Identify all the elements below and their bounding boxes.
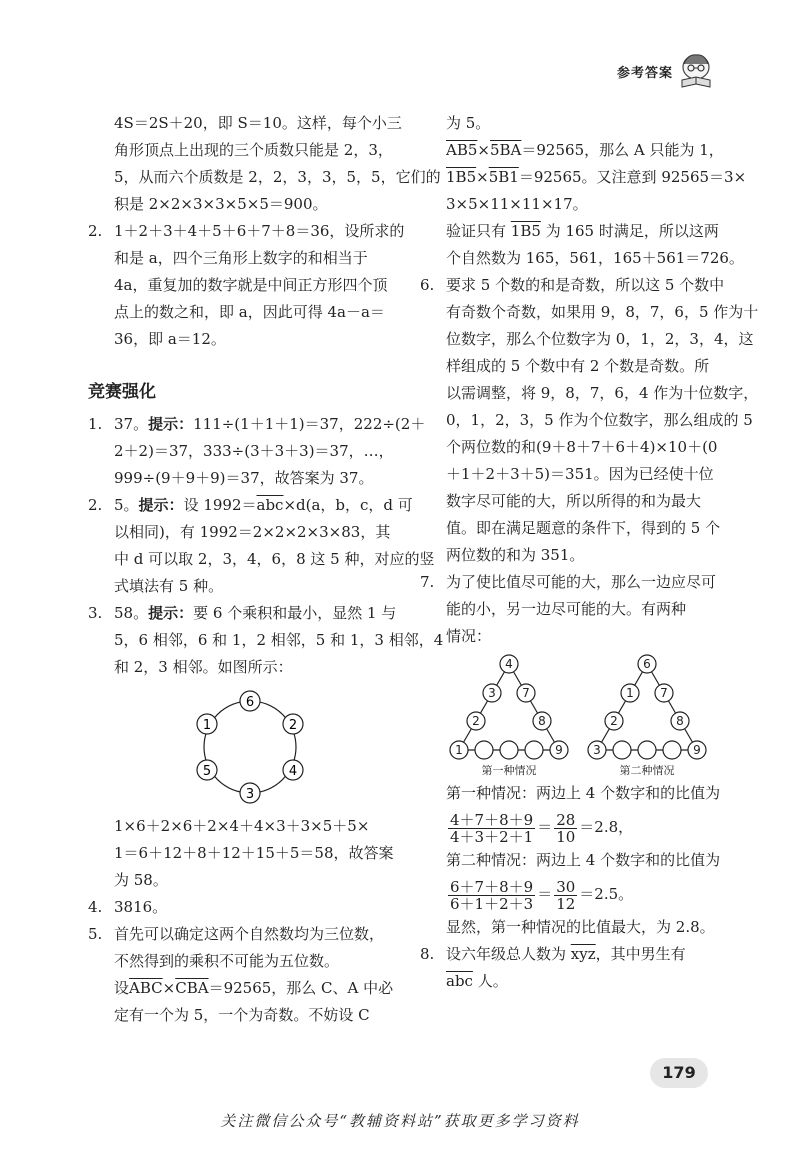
text-line: 4a，重复加的数字就是中间正方形四个顶 [114,276,388,294]
overline-number: 5B1 [488,168,519,186]
svg-text:1: 1 [202,718,212,733]
text-line: ＋1＋2＋3＋5)＝351。因为已经使十位 [446,465,714,483]
text-line: 为 58。 [114,871,168,889]
item-number: 8. [420,945,435,963]
text-line: 个两位数的和(9＋8＋7＋6＋4)×10＋(0 [446,438,718,456]
hint-label: 提示： [138,496,184,514]
text-line: 能的小，另一边尽可能的大。有两种 [446,600,687,618]
overline-number: AB5 [446,141,478,159]
header-title: 参考答案 [617,66,674,81]
text-span: 验证只有 [446,222,507,240]
circle-node [240,783,260,803]
text-span: 人。 [477,972,508,990]
triangle-diagrams [420,650,720,780]
overline-number: $\overline{abc}$ [446,972,473,990]
text-span: ＝92565。又注意到 92565＝3× [518,168,747,186]
item-number: 6. [420,276,435,294]
item-number: 5. [88,925,103,943]
text-line: 第一种情况：两边上 4 个数字和的比值为 [446,784,721,802]
node-label: 8 [676,714,684,728]
overline-number: $\overline{CBA}$ [175,979,209,997]
node-label: 7 [660,686,668,700]
page-number: 179 [650,1058,708,1088]
circle-node [283,760,303,780]
svg-text:5: 5 [202,764,212,779]
text-line: 式填法有 5 种。 [114,577,224,595]
footer-note: 关注微信公众号“教辅资料站”获取更多学习资料 [220,1112,580,1130]
text-line: 3×5×11×11×17。 [446,195,588,213]
node-label: 6 [643,657,651,671]
text-line: 位数字，那么个位数字为 0，1，2，3，4，这 [446,330,754,348]
text-line: 数字尽可能的大，所以所得的和为最大 [446,492,702,510]
page-header [0,0,800,100]
text-line: 首先可以确定这两个自然数均为三位数， [114,925,385,943]
text-line: 值。即在满足题意的条件下，得到的 5 个 [446,519,721,537]
answer: 37。 [114,415,149,433]
item-number: 3. [88,604,103,622]
text-line: 个自然数为 165，561，165＋561＝726。 [446,249,744,267]
item-number: 2. [88,222,103,240]
text-line: 角形顶点上出现的三个质数只能是 2，3， [114,141,393,159]
text-span: ×d(a，b，c，d 可 [283,496,413,514]
overline-number: $\overline{ABC}$ [129,979,163,997]
text-span: 设 [114,979,130,997]
fraction: $\frac{4+7+8+9}{4+3+2+1}$ [450,810,534,846]
text-line: 样组成的 5 个数中有 2 个数是奇数。所 [446,357,710,375]
text-line: 中 d 可以取 2，3，4，6，8 这 5 种，对应的竖 [114,550,435,568]
text-line: 显然，第一种情况的比值最大，为 2.8。 [446,918,715,936]
text-span: × [476,168,489,186]
item-number: 1. [88,415,103,433]
text-span: × [477,141,490,159]
text-line: 4S＝2S＋20，即 S＝10。这样，每个小三 [114,114,402,132]
text-line: 999÷(9＋9＋9)＝37，故答案为 37。 [114,469,374,487]
text-line: 为 5。 [446,114,491,132]
node-label: 7 [522,686,530,700]
text-span: ＝92565，那么 A 只能为 1， [521,141,724,159]
overline-number: 1B5 [510,222,541,240]
node-label: 9 [693,743,701,757]
text-line: 36，即 a＝12。 [114,330,226,348]
item-number: 2. [88,496,103,514]
text-span: 为 165 时满足，所以这两 [545,222,719,240]
text-span: 设六年级总人数为 [446,945,567,963]
node-label: 2 [472,714,480,728]
circle-node [240,691,260,711]
node-label: 9 [555,743,563,757]
text-line: 和 2，3 相邻。如图所示： [114,658,293,676]
text-line: 情况： [446,627,492,645]
text-line: 5，从而六个质数是 2，2，3，3，5，5，它们的 [114,168,441,186]
overline-number: $\overline{xyz}$ [570,945,596,963]
text-line: 以相同)，有 1992＝2×2×2×3×83，其 [114,523,391,541]
answer: 5。 [114,496,139,514]
circle-diagram [88,681,398,813]
text-line: 有奇数个奇数，如果用 9，8，7，6，5 作为十 [446,303,759,321]
left-column [88,110,444,1029]
item-number: 4. [88,898,103,916]
node-label: 3 [593,743,601,757]
right-column [420,110,759,995]
text-span: ＝92565，那么 C、A 中必 [208,979,394,997]
svg-text:3: 3 [245,787,255,802]
text-line: 2＋2)＝37，333÷(3＋3＋3)＝37，…， [114,442,394,460]
text-line: 第二种情况：两边上 4 个数字和的比值为 [446,851,721,869]
text-line: 1＝6＋12＋8＋12＋15＋5＝58，故答案 [114,844,394,862]
text-line: 定有一个为 5，一个为奇数。不妨设 C [114,1006,370,1024]
circle-node [283,714,303,734]
circle-node [197,714,217,734]
text-line: 5，6 相邻，6 和 1，2 相邻，5 和 1，3 相邻，4 [114,631,444,649]
text-line: 要求 5 个数的和是奇数，所以这 5 个数中 [446,276,725,294]
diagram-caption: 第一种情况 [481,764,537,777]
text-line: 1×6＋2×6＋2×4＋4×3＋3×5＋5× [114,817,370,835]
text-line: 要 6 个乘积和最小，显然 1 与 [193,604,397,622]
answer: 58。 [114,604,149,622]
node-label: 4 [505,657,513,671]
node-label: 2 [610,714,618,728]
text-span: × [162,979,176,997]
node-label: 1 [626,686,634,700]
svg-text:2: 2 [288,718,298,733]
item-number: 7. [420,573,435,591]
text-line: 点上的数之和，即 a，因此可得 4a－a＝ [114,303,385,321]
node-label: 3 [488,686,496,700]
cartoon-reader-icon [676,50,716,90]
text-span: 设 1992＝ [183,496,257,514]
section-title: 竞赛强化 [88,382,156,402]
node-label: 8 [538,714,546,728]
text-line: 和是 a，四个三角形上数字的和相当于 [114,249,368,267]
text-line: 以需调整，将 9，8，7，6，4 作为十位数字， [446,384,759,402]
overline-number: 5BA [489,141,522,159]
fraction: $\frac{28}{10}$ [556,810,576,846]
diagram-caption: 第二种情况 [619,764,675,777]
text-span: ，其中男生有 [595,945,686,963]
answer: 3816。 [114,898,168,916]
fraction: $\frac{6+7+8+9}{6+1+2+3}$ [450,877,534,913]
svg-text:6: 6 [245,695,255,710]
text-line: 不然得到的乘积不可能为五位数。 [114,952,340,970]
overline-number: $\overline{abc}$ [256,496,284,514]
fraction-line: $\frac{6+7+8+9}{6+1+2+3}$ ＝ $\frac{30}{12}$ ＝2.5。 [450,877,634,913]
text-line: 积是 2×2×3×3×5×5＝900。 [114,195,328,213]
text-line: 111÷(1＋1＋1)＝37，222÷(2＋ [193,415,426,433]
text-line: 为了使比值尽可能的大，那么一边应尽可 [446,573,717,591]
node-label: 1 [455,743,463,757]
overline-number: 1B5 [446,168,477,186]
fraction-line: $\frac{4+7+8+9}{4+3+2+1}$ ＝ $\frac{28}{10}$ ＝2.8， [450,810,634,846]
text-line: 0，1，2，3，5 作为个位数字，那么组成的 5 [446,411,753,429]
circle-node [197,760,217,780]
text-line: 两位数的和为 351。 [446,546,585,564]
text-line: 1＋2＋3＋4＋5＋6＋7＋8＝36，设所求的 [114,222,405,240]
fraction: $\frac{30}{12}$ [556,877,576,913]
hint-label: 提示： [148,604,194,622]
svg-text:4: 4 [288,764,298,779]
hint-label: 提示： [148,415,194,433]
